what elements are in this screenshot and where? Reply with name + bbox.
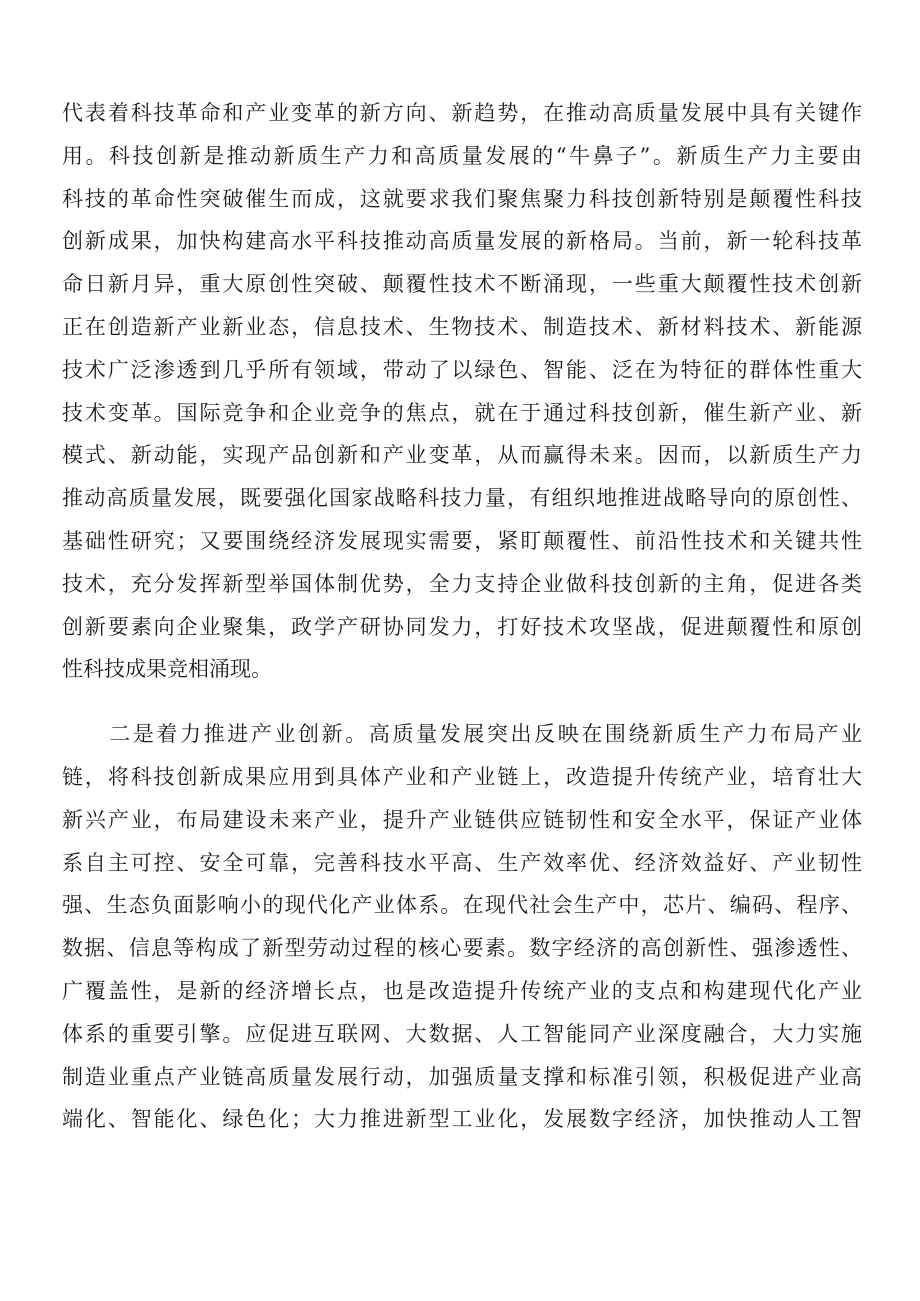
document-body (62, 92, 862, 1141)
text-line: 技术广泛渗透到几乎所有领域，带动了以绿色、智能、泛在为特征的群体性重大 (62, 357, 862, 382)
text-line: 技术，充分发挥新型举国体制优势，全力支持企业做科技创新的主角，促进各类 (62, 571, 862, 596)
text-line: 科技的革命性突破催生而成，这就要求我们聚焦聚力科技创新特别是颠覆性科技 (62, 186, 862, 211)
text-line: 创新成果，加快构建高水平科技推动高质量发展的新格局。当前，新一轮科技革 (62, 229, 862, 254)
text-line: 体系的重要引擎。应促进互联网、大数据、人工智能同产业深度融合，大力实施 (62, 1021, 862, 1046)
text-line: 系自主可控、安全可靠，完善科技水平高、生产效率优、经济效益好、产业韧性 (62, 850, 862, 875)
text-line: 正在创造新产业新业态，信息技术、生物技术、制造技术、新材料技术、新能源 (62, 314, 862, 339)
text-line: 广覆盖性，是新的经济增长点，也是改造提升传统产业的支点和构建现代化产业 (62, 978, 862, 1003)
paragraph-gap (62, 691, 862, 713)
paragraph-2 (62, 713, 862, 1141)
text-line: 代表着科技革命和产业变革的新方向、新趋势，在推动高质量发展中具有关键作 (62, 101, 862, 125)
text-line: 命日新月异，重大原创性突破、颠覆性技术不断涌现，一些重大颠覆性技术创新 (62, 272, 862, 297)
text-line: 技术变革。国际竞争和企业竞争的焦点，就在于通过科技创新，催生新产业、新 (62, 400, 862, 425)
text-line: 基础性研究；又要围绕经济发展现实需要，紧盯颠覆性、前沿性技术和关键共性 (62, 528, 862, 553)
text-line: 链，将科技创新成果应用到具体产业和产业链上，改造提升传统产业，培育壮大 (62, 764, 862, 789)
text-line: 强、生态负面影响小的现代化产业体系。在现代社会生产中，芯片、编码、程序、 (62, 893, 862, 918)
text-line: 端化、智能化、绿色化；大力推进新型工业化，发展数字经济，加快推动人工智 (62, 1107, 862, 1132)
text-line: 数据、信息等构成了新型劳动过程的核心要素。数字经济的高创新性、强渗透性、 (62, 936, 862, 961)
text-line: 创新要素向企业聚集，政学产研协同发力，打好技术攻坚战，促进颠覆性和原创 (62, 614, 862, 639)
text-line: 新兴产业，布局建设未来产业，提升产业链供应链韧性和安全水平，保证产业体 (62, 807, 862, 832)
paragraph-1 (62, 92, 862, 691)
text-line: 模式、新动能，实现产品创新和产业变革，从而赢得未来。因而，以新质生产力 (62, 443, 862, 468)
text-line: 推动高质量发展，既要强化国家战略科技力量，有组织地推进战略导向的原创性、 (62, 486, 862, 511)
text-line: 制造业重点产业链高质量发展行动，加强质量支撑和标准引领，积极促进产业高 (62, 1064, 862, 1089)
text-line: 用。科技创新是推动新质生产力和高质量发展的“牛鼻子”。新质生产力主要由 (62, 143, 862, 168)
text-line: 性科技成果竞相涌现。 (62, 657, 272, 682)
text-line: 二是着力推进产业创新。高质量发展突出反映在围绕新质生产力布局产业 (62, 722, 862, 747)
